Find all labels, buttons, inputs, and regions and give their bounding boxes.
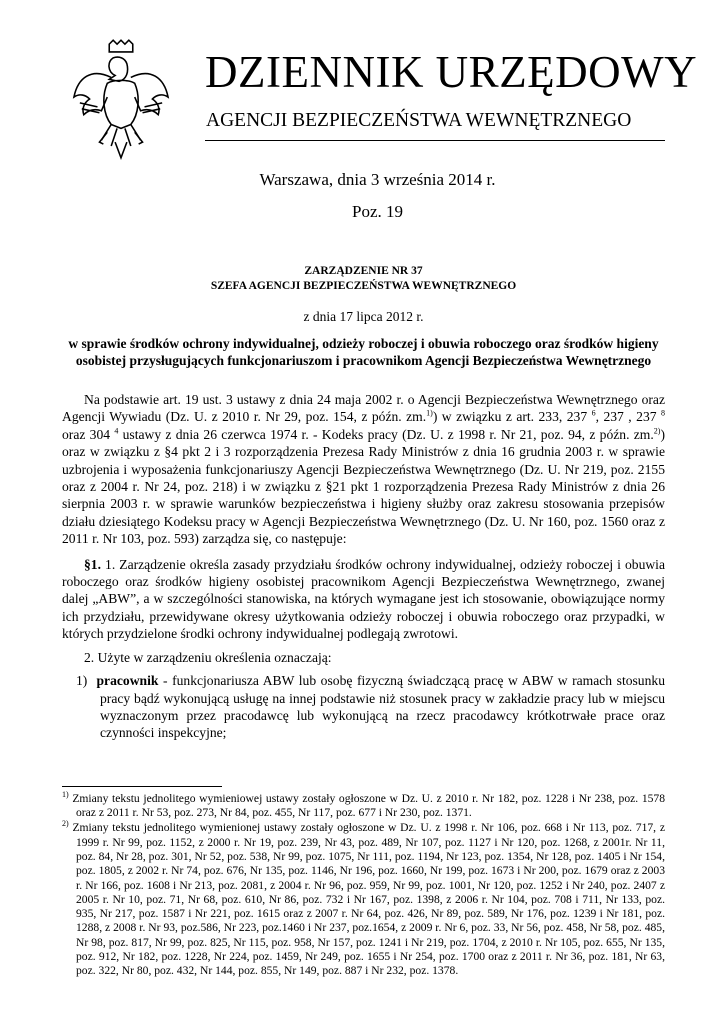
- act-issuer: SZEFA AGENCJI BEZPIECZEŃSTWA WEWNĘTRZNEGO: [210, 280, 517, 292]
- journal-subtitle: AGENCJI BEZPIECZEŃSTWA WEWNĘTRZNEGO: [206, 110, 632, 131]
- superscript: 6: [591, 408, 596, 418]
- footnote-mark: 2): [62, 819, 69, 829]
- definition-item: [62, 672, 665, 742]
- publication-date: Warszawa, dnia 3 września 2014 r.: [259, 170, 496, 189]
- preamble-text: , 237 , 237: [595, 409, 662, 425]
- item-number: 1): [76, 673, 88, 689]
- superscript: 4: [114, 426, 119, 436]
- defined-term: pracownik: [96, 673, 159, 689]
- paragraph-1-2: 2. Użyte w zarządzeniu określenia oznaczają:: [84, 649, 332, 665]
- document-body: [62, 0, 665, 999]
- footnote-ref[interactable]: 2): [653, 426, 661, 436]
- position-number: Poz. 19: [352, 202, 403, 221]
- preamble-text: ustawy z dnia 26 czerwca 1974 r. - Kodeks pracy (Dz. U. z 1998 r. Nr 21, poz. 94, z późn. zm.: [118, 426, 654, 442]
- preamble: [62, 391, 665, 548]
- footnote-text: Zmiany tekstu jednolitego wymieniowej ustawy zostały ogłoszone w Dz. U. z 2010 r. Nr 182, poz. 1228 i Nr 238, poz. 1578 oraz z 2011 r. Nr 53, poz. 273, Nr 84, poz. 455, Nr 117, poz. 677 i Nr 230, poz. 1371.: [72, 791, 666, 820]
- footnote-text: Zmiany tekstu jednolitego wymienionej ustawy zostały ogłoszone w Dz. U. z 1998 r. Nr 106, poz. 668 i Nr 113, poz. 717, z 1999 r. Nr 99, poz. 1152, z 2000 r. Nr 19, poz. 239, Nr 43, poz. 489, Nr 107, poz. 1127 i Nr 120, poz. 1268, z 2001r. Nr 11, poz. 84, Nr 28, poz. 301, Nr 52, poz. 538, Nr 99, poz. 1075, Nr 111, poz. 1194, Nr 123, poz. 1354, Nr 128, poz. 1405 i Nr 154, poz. 1805, z 2002 r. Nr 74, poz. 676, Nr 135, poz. 1146, Nr 196, poz. 1660, Nr 199, poz. 1673 i Nr 200, poz. 1679 oraz z 2003 r. Nr 166, poz. 1608 i Nr 213, poz. 2081, z 2004 r. Nr 96, poz. 959, Nr 99, poz. 1001, Nr 120, poz. 1252 i Nr 240, poz. 2407 z 2005 r. Nr 10, poz. 71, Nr 68, poz. 610, Nr 86, poz. 732 i Nr 167, poz. 1398, z 2006 r. Nr 104, poz. 708 i 711, Nr 133, poz. 935, Nr 217, poz. 1587 i Nr 221, poz. 1615 oraz z 2007 r. Nr 64, poz. 426, Nr 89, poz. 589, Nr 176, poz. 1239 i Nr 181, poz. 1288, z 2008 r. Nr 93, poz.586, Nr 223, poz.1460 i Nr 237, poz.1654, z 2009 r. Nr 6, poz. 33, Nr 56, poz. 458, Nr 58, poz. 485, Nr 98, poz. 817, Nr 99, poz. 825, Nr 115, poz. 958, Nr 157, poz. 1241 i Nr 219, poz. 1704, z 2010 r. Nr 105, poz. 655, Nr 135, poz. 912, Nr 182, poz. 1228, Nr 224, poz. 1459, Nr 249, poz. 1655 i Nr 254, poz. 1700 oraz z 2011 r. Nr 36, poz. 181, Nr 63, poz. 322, Nr 80, poz. 432, Nr 144, poz. 855, Nr 149, poz. 887 i Nr 232, poz. 1378.: [72, 821, 666, 978]
- journal-title: DZIENNIK URZĘDOWY: [205, 47, 698, 97]
- preamble-text: Na podstawie art. 19 ust. 3 ustawy z dnia 24 maja 2002 r. o Agencji Bezpieczeństwa Wewnętrznego oraz Agencji Wywiadu (Dz. U. z 2010 r. Nr 29, poz. 154, z późn. zm.: [62, 392, 665, 425]
- act-number: ZARZĄDZENIE NR 37: [304, 265, 423, 277]
- footnote-divider: [62, 786, 222, 787]
- footnote-ref[interactable]: 1): [426, 408, 433, 418]
- paragraph-1: [62, 556, 665, 643]
- paragraph-label: §1.: [84, 556, 101, 572]
- paragraph-text: 1. Zarządzenie określa zasady przydziału środków ochrony indywidualnej, odzieży roboczej i obuwia roboczego oraz środków higieny osobistej pracownikom Agencji Bezpieczeństwa Wewnętrznego, zwanej dalej „ABW”, a w szczególności stanowiska, na których wymagane jest ich stosowanie, obowiązujące normy ich przydziału, przewidywane okresy użytkowania odzieży roboczej i obuwia roboczego oraz przypadki, w których przydzielone środki ochrony indywidualnej podlegają zwrotowi.: [62, 556, 665, 642]
- definition-text: - funkcjonariusza ABW lub osobę fizyczną świadczącą pracę w ABW w ramach stosunku pracy bądź wykonującą usługę na innej podstawie niż stosunek pracy w zakładzie pracy lub w miejscu wyznaczonym przez pracodawcę lub wykonującą na rzecz pracodawcy krótkotrwałe prace oraz czynności inspekcyjne;: [100, 673, 665, 741]
- act-subject: w sprawie środków ochrony indywidualnej, odzieży roboczej i obuwia roboczego oraz środków higieny osobistej przysługujących funkcjonariuszom i pracownikom Agencji Bezpieczeństwa Wewnętrznego: [68, 336, 659, 368]
- preamble-text: ) oraz w związku z §4 pkt 2 i 3 rozporządzenia Prezesa Rady Ministrów z dnia 16 grudnia 2003 r. w sprawie uzbrojenia i wyposażenia funkcjonariuszy Agencji Bezpieczeństwa Wewnętrznego (Dz. U. Nr 219, poz. 2155 oraz z 2004 r. Nr 24, poz. 218) i w związku z §21 pkt 1 rozporządzenia Prezesa Rady Ministrów z dnia 26 sierpnia 2003 r. w sprawie warunków bezpieczeństwa i higieny służby oraz zakresu stosowania przepisów działu dziesiątego Kodeksu pracy w Agencji Bezpieczeństwa Wewnętrznego (Dz. U. Nr 160, poz. 1560 oraz z 2011 r. Nr 103, poz. 593) zarządza się, co następuje:: [62, 426, 665, 547]
- footnote-2: [62, 821, 665, 978]
- preamble-text: oraz 304: [62, 426, 115, 442]
- preamble-text: ) w związku z art. 233, 237: [432, 409, 592, 425]
- footnote-1: [62, 789, 666, 821]
- superscript: 8: [661, 408, 666, 418]
- act-date: z dnia 17 lipca 2012 r.: [303, 309, 424, 324]
- footnote-mark: 1): [62, 789, 69, 799]
